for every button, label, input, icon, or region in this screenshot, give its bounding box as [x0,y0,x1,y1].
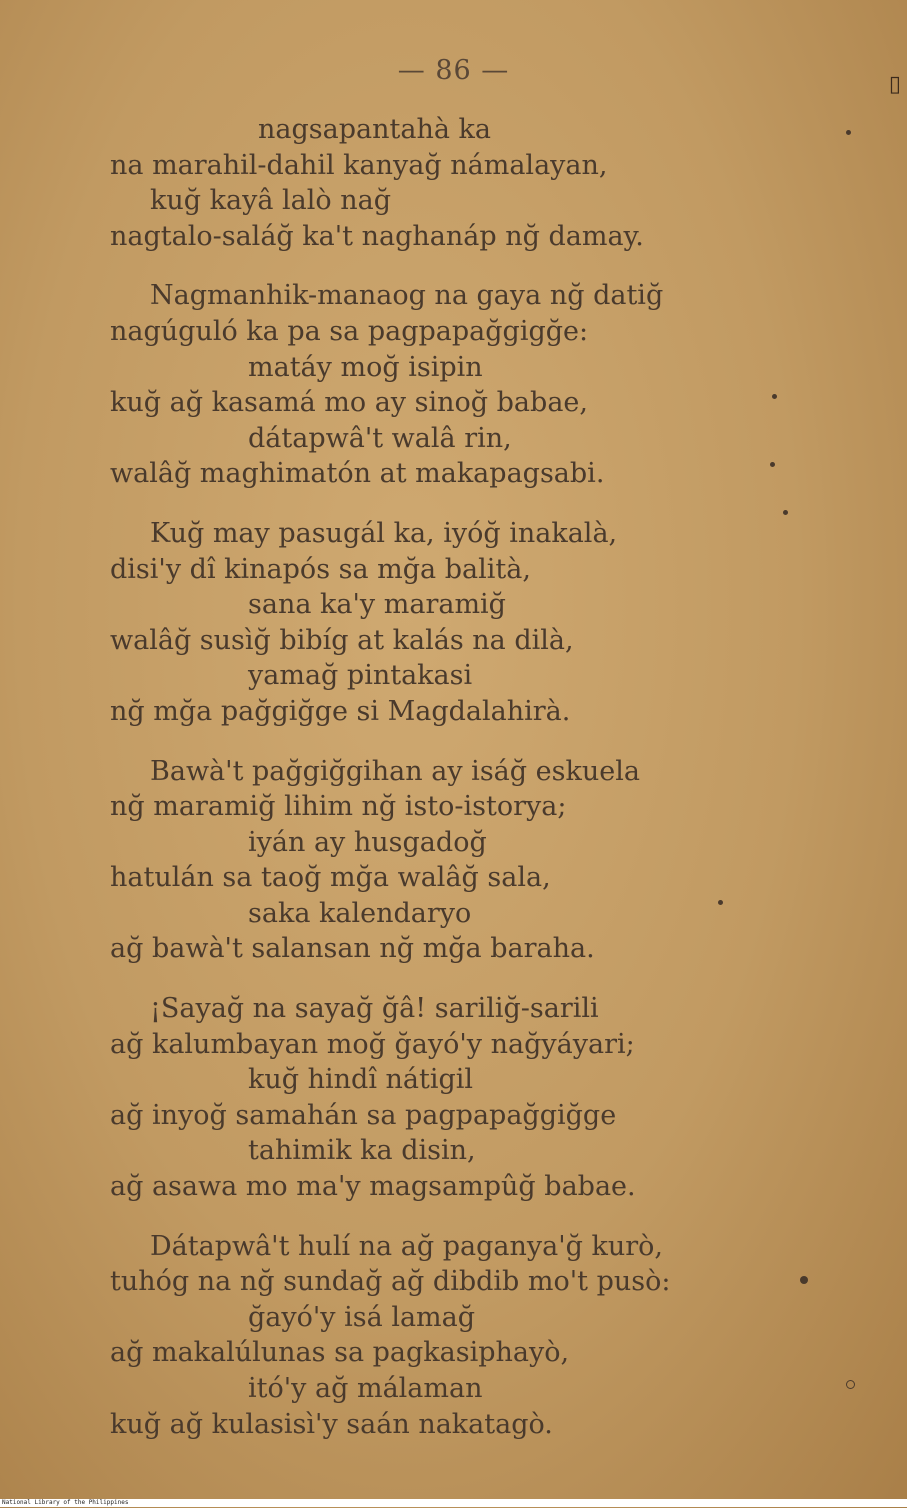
verse-line: tuhóg na nğ sundağ ağ dibdib mo't pusò: [110,1266,671,1298]
speck [846,1380,855,1389]
speck [800,1276,808,1284]
verse-line: tahimik ka disin, [248,1135,476,1167]
stanza [0,112,907,254]
verse-line: nğ mğa pağgiğge si Magdalahirà. [110,695,571,727]
verse-line: hatulán sa taoğ mğa walâğ sala, [110,862,551,894]
verse-line: matáy moğ isipin [248,351,483,383]
verse-line: nğ maramiğ lihim nğ isto-istorya; [110,791,567,823]
verse-line: kuğ ağ kasamá mo ay sinoğ babae, [110,387,588,419]
verse-line: nagúguló ka pa sa pagpapağgigğe: [110,315,589,347]
verse-line: Nagmanhik-manaog na gaya nğ datiğ [150,280,664,312]
verse-line: Bawà't pağgiğgihan ay isáğ eskuela [150,755,640,787]
stanza [0,991,907,1205]
footer-credit: National Library of the Philippines [0,1499,907,1507]
verse-line: itó'y ağ málaman [248,1373,483,1404]
speck [783,510,788,515]
verse-line: Kuğ may pasugál ka, iyóğ inakalà, [150,517,618,549]
verse-line: nagsapantahà ka [258,114,491,145]
speck [718,900,723,905]
verse-line: yamağ pintakasi [248,660,473,692]
verse-line: nagtalo-saláğ ka't naghanáp nğ damay. [110,220,644,252]
verse-line: disi'y dî kinapós sa mğa balità, [110,553,531,585]
verse-line: saka kalendaryo [248,897,472,929]
verse-line: walâğ susìğ bibíg at kalás na dilà, [110,624,574,656]
verse-line: kuğ ağ kulasisì'y saán nakatagò. [110,1408,553,1440]
verse-line: iyán ay husgadoğ [248,826,487,858]
poem [0,112,907,1466]
edge-mark: ▯ [888,72,901,97]
verse-line: kuğ kayâ lalò nağ [150,185,391,217]
verse-line: sana ka'y maramiğ [248,589,506,621]
verse-line: na marahil-dahil kanyağ námalayan, [110,149,608,181]
verse-line: ¡Sayağ na sayağ ğâ! sariliğ-sarili [150,993,599,1025]
verse-line: ağ makalúlunas sa pagkasiphayò, [110,1337,570,1369]
verse-line: ağ asawa mo ma'y magsampûğ babae. [110,1171,636,1203]
verse-line: ğayó'y isá lamağ [248,1301,476,1333]
verse-line: walâğ maghimatón at makapagsabi. [110,458,605,490]
verse-line: Dátapwâ't hulí na ağ paganya'ğ kurò, [150,1230,663,1262]
speck [772,394,777,399]
stanza [0,278,907,492]
verse-line: dátapwâ't walâ rin, [248,422,512,454]
stanza [0,516,907,730]
verse-line: ağ bawà't salansan nğ mğa baraha. [110,933,595,965]
speck [846,130,851,135]
verse-line: kuğ hindî nátigil [248,1064,474,1096]
page-number: — 86 — [397,55,510,86]
speck [770,462,775,467]
verse-line: ağ kalumbayan moğ ğayó'y nağyáyari; [110,1028,635,1060]
stanza [0,1229,907,1443]
verse-line: ağ inyoğ samahán sa pagpapağgiğge [110,1099,617,1131]
stanza [0,754,907,968]
